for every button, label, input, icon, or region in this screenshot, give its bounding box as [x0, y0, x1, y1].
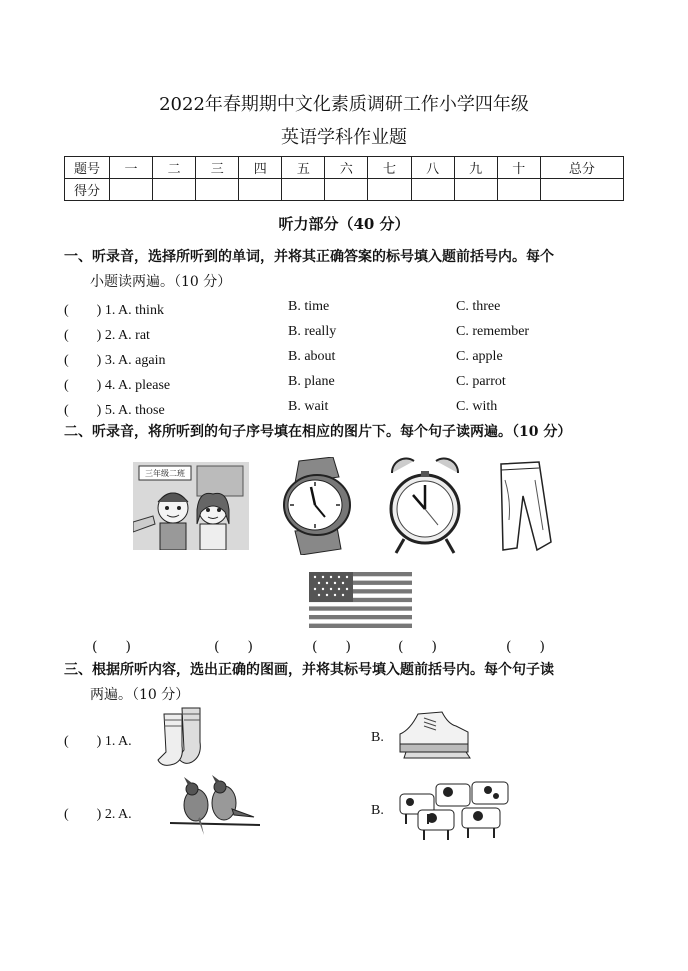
- table-cell: 十: [497, 157, 540, 179]
- question-1-c: C. three: [456, 299, 501, 314]
- table-cell: 五: [282, 157, 325, 179]
- score-cell[interactable]: [110, 179, 153, 201]
- classroom-kids-image: [133, 462, 249, 550]
- picture-answer-blank-4[interactable]: ( ): [398, 639, 437, 655]
- sneakers-image: [396, 710, 472, 760]
- question-3-b: B. about: [288, 349, 336, 364]
- table-cell: 总分: [540, 157, 623, 179]
- question-5-b: B. wait: [288, 399, 329, 414]
- table-cell: 一: [110, 157, 153, 179]
- picture-answer-blank-3[interactable]: ( ): [312, 639, 351, 655]
- socks-image: [154, 706, 220, 768]
- question-5-c: C. with: [456, 399, 498, 414]
- table-cell: 四: [239, 157, 282, 179]
- question-2-a[interactable]: ( ) 2. A. rat: [64, 328, 150, 343]
- question-1-a[interactable]: ( ) 1. A. think: [64, 303, 164, 318]
- score-cell[interactable]: [411, 179, 454, 201]
- listening-section-title: 听力部分（40 分）: [278, 215, 410, 233]
- table-cell: 六: [325, 157, 368, 179]
- question-2-c: C. remember: [456, 324, 530, 339]
- birds-image: [170, 775, 260, 841]
- part3-question-1-b-label: B.: [371, 730, 384, 745]
- score-cell[interactable]: [368, 179, 411, 201]
- score-cell[interactable]: [196, 179, 239, 201]
- watch-image: [277, 457, 353, 555]
- table-cell: 题号: [65, 157, 110, 179]
- score-table-header-row: [65, 157, 624, 179]
- part2-heading: 二、听录音，将所听到的句子序号填在相应的图片下。每个句子读两遍。（10 分）: [64, 424, 572, 440]
- question-2-b: B. really: [288, 324, 337, 339]
- part3-question-2-b-label: B.: [371, 803, 384, 818]
- question-1-b: B. time: [288, 299, 330, 314]
- score-cell[interactable]: [282, 179, 325, 201]
- part3-question-2-label[interactable]: ( ) 2. A.: [64, 807, 132, 822]
- part1-heading-line2: 小题读两遍。（10 分）: [90, 274, 232, 290]
- question-5-a[interactable]: ( ) 5. A. those: [64, 403, 165, 418]
- picture-answer-blank-1[interactable]: ( ): [92, 639, 131, 655]
- part1-heading-line1: 一、听录音，选择所听到的单词，并将其正确答案的标号填入题前括号内。每个: [64, 249, 554, 265]
- score-table-score-row: [65, 179, 624, 201]
- part1-heading: [64, 245, 554, 269]
- score-cell[interactable]: [454, 179, 497, 201]
- page-title: 2022年春期期中文化素质调研工作小学四年级: [159, 94, 529, 115]
- part3-heading-line1: 三、根据所听内容，选出正确的图画，并将其标号填入题前括号内。每个句子读: [64, 662, 554, 678]
- part3-heading-line2: 两遍。（10 分）: [90, 687, 190, 703]
- us-flag-image: [309, 572, 412, 628]
- question-4-c: C. parrot: [456, 374, 506, 389]
- cows-image: [396, 774, 518, 844]
- part3-question-1-label[interactable]: ( ) 1. A.: [64, 734, 132, 749]
- score-cell[interactable]: [540, 179, 623, 201]
- classroom-sign-text: 三年级二班: [145, 469, 185, 478]
- trousers-image: [491, 460, 555, 552]
- score-cell[interactable]: [497, 179, 540, 201]
- table-cell: 二: [153, 157, 196, 179]
- alarm-clock-image: [386, 455, 464, 557]
- question-4-a[interactable]: ( ) 4. A. please: [64, 378, 171, 393]
- question-3-a[interactable]: ( ) 3. A. again: [64, 353, 166, 368]
- question-4-b: B. plane: [288, 374, 335, 389]
- table-cell: 七: [368, 157, 411, 179]
- score-cell[interactable]: [153, 179, 196, 201]
- table-cell: 九: [454, 157, 497, 179]
- picture-answer-blank-2[interactable]: ( ): [214, 639, 253, 655]
- score-table: [64, 156, 624, 201]
- question-3-c: C. apple: [456, 349, 503, 364]
- page-subtitle: 英语学科作业题: [281, 127, 407, 148]
- score-cell[interactable]: [239, 179, 282, 201]
- table-cell: 八: [411, 157, 454, 179]
- picture-answer-blank-5[interactable]: ( ): [506, 639, 545, 655]
- table-cell: 得分: [65, 179, 110, 201]
- score-cell[interactable]: [325, 179, 368, 201]
- table-cell: 三: [196, 157, 239, 179]
